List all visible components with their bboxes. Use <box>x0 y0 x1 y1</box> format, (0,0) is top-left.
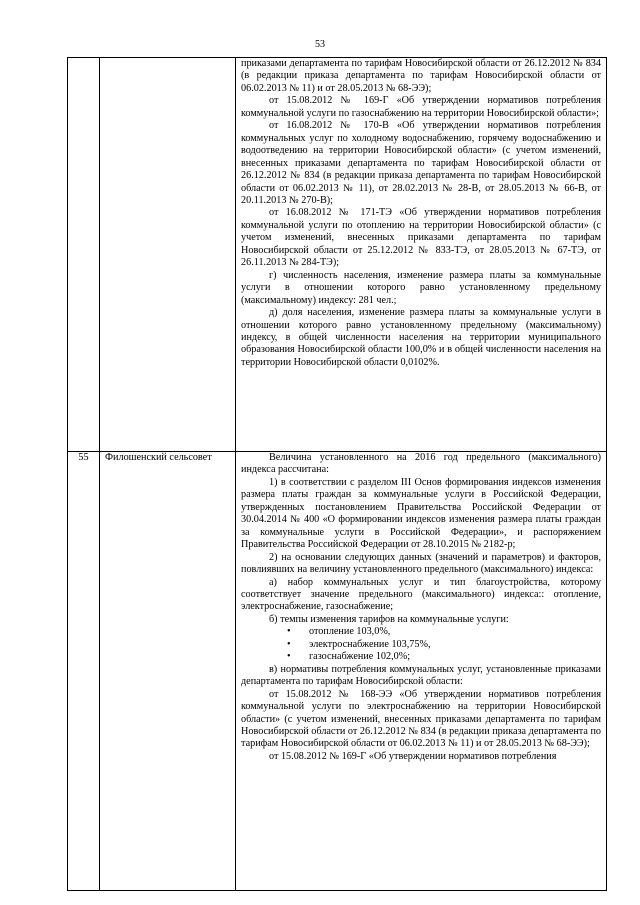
table-row <box>68 452 607 891</box>
paragraph: от 15.08.2012 № 169-Г «Об утверждении нормативов потребления <box>269 750 557 762</box>
paragraph: 2) на основании следующих данных (значений и параметров) и факторов, повлиявших на величину установленного предельного (максимального) индекса: <box>241 551 601 576</box>
tariff-rates-list <box>241 626 601 663</box>
paragraph: а) набор коммунальных услуг и тип благоустройства, которому соответствует значение предельного (максимального) индекса:: отопление, электроснабжение, газоснабжение; <box>241 576 601 613</box>
bullet-icon: • <box>287 638 291 650</box>
list-item-text: отопление 103,0%, <box>309 626 391 638</box>
paragraph: 1) в соответствии с разделом III Основ формирования индексов изменения размера платы граждан за коммунальные услуги в Российской Федерации, утвержденных постановлением Правительства Российской Федерации от 30.04.2014 № 400 «О формировании индексов изменения размера платы граждан за коммунальные услуги в Российской Федерации», и распоряжением Правительства Российской Федерации от 28.10.2015 № 2182-р; <box>241 476 601 551</box>
list-item-text: газоснабжение 102,0%; <box>309 651 411 663</box>
list-item <box>241 639 601 651</box>
paragraph: от 15.08.2012 № 169-Г «Об утверждении нормативов потребления коммунальной услуги по газоснабжению на территории Новосибирской области»; <box>241 95 601 119</box>
paragraph: б) темпы изменения тарифов на коммунальные услуги: <box>269 613 509 625</box>
bullet-icon: • <box>287 626 291 638</box>
paragraph: от 16.08.2012 № 171-ТЭ «Об утверждении нормативов потребления коммунальной услуги по отоплению на территории Новосибирской области» (с учетом изменений, внесенных приказами департамента по тарифам Новосибирской области от 25.12.2012 № 833-ТЭ, от 28.05.2013 № 67-ТЭ, от 26.11.2013 № 284-ТЭ); <box>241 207 601 269</box>
list-item <box>241 626 601 638</box>
row-number-cell <box>68 58 100 452</box>
table-row <box>68 58 607 452</box>
municipality-name-cell: Филошенский сельсовет <box>100 452 236 891</box>
paragraph: Величина установленного на 2016 год предельного (максимального) индекса рассчитана: <box>241 452 601 476</box>
justification-cell <box>236 58 607 452</box>
list-item <box>241 651 601 663</box>
page-number: 53 <box>315 39 325 50</box>
justification-cell <box>236 452 607 891</box>
paragraph: д) доля населения, изменение размера платы за коммунальные услуги в отношении которого равно установленному предельному (максимальному) индексу, в общей численности населения на территории муниципального образования Новосибирской области 100,0% и в общей численности населения на территории Новосибирской области 0,0102%. <box>241 307 601 368</box>
bullet-icon: • <box>287 651 291 663</box>
municipality-name-cell <box>100 58 236 452</box>
paragraph: от 15.08.2012 № 168-ЭЭ «Об утверждении нормативов потребления коммунальной услуги по электроснабжению на территории Новосибирской области» (с учетом изменений, внесенных приказами департамента по тарифам Новосибирской области от 26.12.2012 № 834 (в редакции приказа департамента по тарифам Новосибирской области от 06.02.2013 № 11) и от 28.05.2013 № 68-ЭЭ); <box>241 688 601 750</box>
row-number-cell: 55 <box>68 452 100 891</box>
paragraph: приказами департамента по тарифам Новосибирской области от 26.12.2012 № 834 (в редакции приказа департамента по тарифам Новосибирской области от 06.02.2013 № 11) и от 28.05.2013 № 68-ЭЭ); <box>241 58 601 94</box>
paragraph: в) нормативы потребления коммунальных услуг, установленные приказами департамента по тарифам Новосибирской области: <box>241 663 601 688</box>
paragraph: г) численность населения, изменение размера платы за коммунальные услуги в отношении которого равно установленному предельному (максимальному) индексу: 281 чел.; <box>241 269 601 306</box>
list-item-text: электроснабжение 103,75%, <box>309 638 431 650</box>
paragraph: от 16.08.2012 № 170-В «Об утверждении нормативов потребления коммунальных услуг по холодному водоснабжению, горячему водоснабжению и водоотведению на территории Новосибирской области» (с учетом изменений, внесенных приказами департамента по тарифам Новосибирской области от 26.12.2012 № 834 (в редакции приказа департамента по тарифам Новосибирской области от 06.02.2013 № 11), от 28.02.2013 № 28-В, от 28.05.2013 № 66-В, от 20.11.2013 № 270-В); <box>241 120 601 206</box>
tariff-index-table <box>67 57 607 891</box>
